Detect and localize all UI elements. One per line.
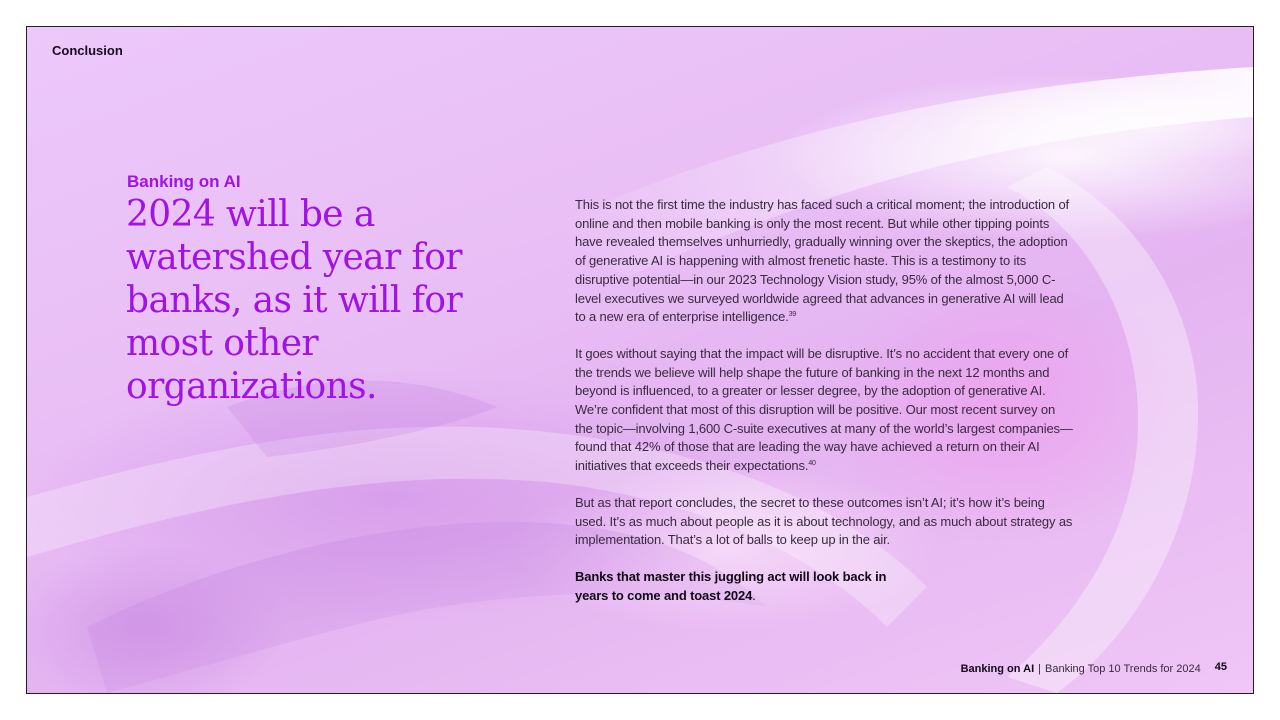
body-paragraph-1 (575, 196, 1075, 327)
hero-eyebrow: Banking on AI (127, 172, 241, 191)
body-paragraph-2 (575, 345, 1075, 476)
paragraph-text: This is not the first time the industry has faced such a critical moment; the introduction of online and then mobile banking is only the most recent. But while other tipping points have revealed themselves unhurriedly, gradually winning over the skeptics, the adoption of generative AI is happening with almost frenetic haste. This is a testimony to its disruptive potential—in our 2023 Technology Vision study, 95% of the almost 5,000 C-level executives we surveyed worldwide agreed that advances in generative AI will lead to a new era of enterprise intelligence. (575, 197, 1070, 325)
footer (961, 663, 1227, 675)
slide (26, 26, 1254, 694)
page-number: 45 (1214, 661, 1227, 673)
body-text (575, 196, 1075, 623)
hero-headline: 2024 will be a watershed year for banks, as it will for most other organizations. (126, 194, 463, 407)
closing-period: . (752, 587, 756, 603)
paragraph-text: It goes without saying that the impact will be disruptive. It’s no accident that every one of the trends we believe will help shape the future of banking in the next 12 months and beyond is influenced, to a greater or lesser degree, by the adoption of generative AI. We’re confident that most of this disruption will be positive. Our most recent survey on the topic—involving 1,600 C-suite executives at many of the world’s largest companies—found that 42% of those that are leading the way have achieved a return on their AI initiatives that exceeds their expectations. (575, 345, 1073, 474)
footnote-ref-39: 39 (788, 311, 797, 319)
body-paragraph-3 (575, 494, 1075, 550)
footer-brand: Banking on AI (960, 663, 1035, 675)
footnote-ref-40: 40 (808, 460, 816, 468)
closing-text: Banks that master this juggling act will look back in years to come and toast 2024 (575, 568, 887, 603)
footer-report-title: Banking Top 10 Trends for 2024 (1045, 663, 1201, 675)
footer-separator: | (1038, 663, 1041, 675)
section-label: Conclusion (52, 43, 123, 58)
paragraph-text: But as that report concludes, the secret to these outcomes isn’t AI; it’s how it’s being used. It’s as much about people as it is about technology, and as much about strategy as implementation. That’s a lot of balls to keep up in the air. (575, 494, 1073, 548)
closing-statement (575, 568, 905, 605)
